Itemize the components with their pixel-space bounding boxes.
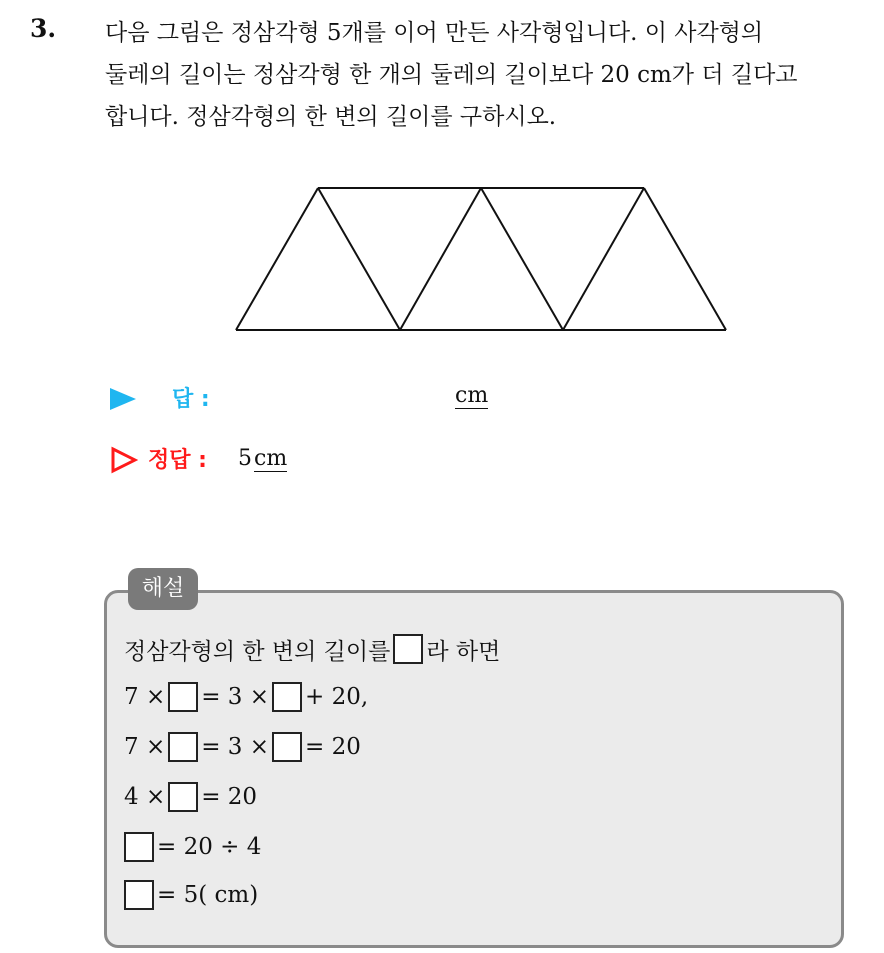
answer-unit: cm	[455, 383, 489, 408]
question-line-3: 합니다. 정삼각형의 한 변의 길이를 구하시오.	[105, 104, 557, 130]
outline-arrow-icon	[110, 446, 138, 474]
solution-line-6	[124, 878, 258, 912]
question-line-1: 다음 그림은 정삼각형 5개를 이어 만든 사각형입니다. 이 사각형의	[105, 20, 764, 46]
solution-line-3	[124, 730, 361, 764]
solution-line-4-b: = 20	[201, 784, 258, 810]
solution-line-5	[124, 830, 261, 864]
correct-answer-label: 정답 :	[148, 448, 207, 473]
figure-right-edge	[644, 188, 726, 330]
solution-tab: 해설	[128, 568, 198, 610]
question-line-2: 둘레의 길이는 정삼각형 한 개의 둘레의 길이보다 20 cm가 더 길다고	[105, 62, 798, 88]
solution-line-4	[124, 780, 257, 814]
solution-line-2-c: + 20,	[305, 684, 369, 710]
solution-line-6-b: = 5( cm)	[157, 882, 259, 908]
figure-left-edge	[236, 188, 318, 330]
blank-box	[393, 634, 423, 664]
figure-diagonal-4	[563, 188, 644, 330]
correct-answer-value	[238, 446, 287, 471]
solution-line-1-post: 라 하면	[426, 638, 501, 665]
solution-line-3-c: = 20	[305, 734, 361, 760]
correct-answer-row	[110, 442, 610, 478]
triangles-figure	[230, 182, 730, 337]
blank-box	[168, 782, 198, 812]
play-arrow-icon	[110, 388, 136, 410]
solution-line-1	[124, 632, 500, 666]
blank-box	[168, 732, 198, 762]
blank-box	[124, 880, 154, 910]
solution-line-5-b: = 20 ÷ 4	[157, 834, 262, 860]
figure-diagonal-2	[400, 188, 481, 330]
solution-line-2	[124, 680, 368, 714]
answer-row	[110, 380, 610, 416]
blank-box	[168, 682, 198, 712]
solution-line-2-b: = 3 ×	[201, 684, 270, 710]
question-number: 3.	[30, 14, 57, 43]
solution-line-2-a: 7 ×	[124, 684, 166, 710]
question-text	[105, 12, 870, 138]
correct-answer-unit: cm	[254, 446, 288, 471]
solution-line-3-a: 7 ×	[124, 734, 166, 760]
solution-line-1-pre: 정삼각형의 한 변의 길이를	[124, 638, 391, 665]
blank-box	[272, 682, 302, 712]
figure-diagonal-3	[481, 188, 563, 330]
answer-label: 답 :	[172, 387, 210, 412]
correct-answer-number: 5	[238, 446, 252, 471]
solution-line-4-a: 4 ×	[124, 784, 166, 810]
solution-line-3-b: = 3 ×	[201, 734, 270, 760]
blank-box	[124, 832, 154, 862]
blank-box	[272, 732, 302, 762]
figure-diagonal-1	[318, 188, 400, 330]
